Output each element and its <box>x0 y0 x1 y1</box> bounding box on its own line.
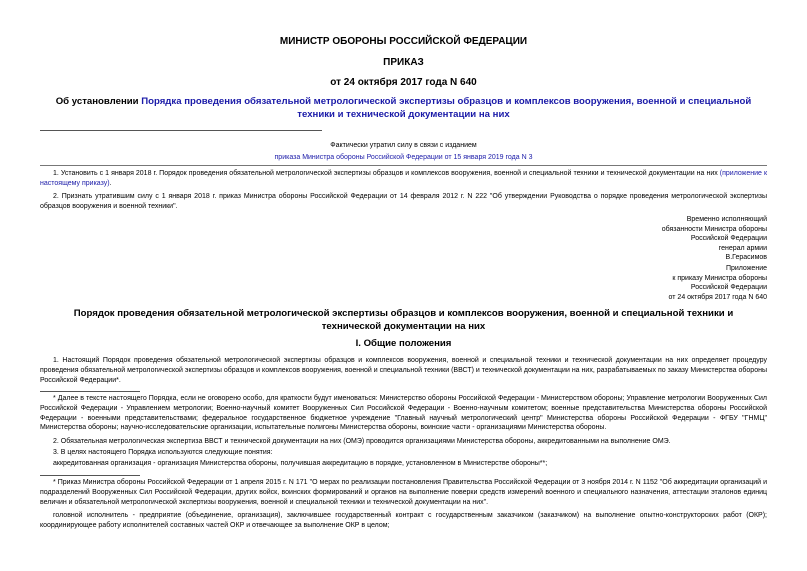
signature-line: Российской Федерации <box>690 235 767 243</box>
status-note <box>160 141 647 162</box>
order-item-2: 2. Признать утратившим силу с 1 января 2018 г. приказ Министра обороны Российской Федерации от 14 февраля 2012 г. N 222 "Об утверждении Руководства о порядке проведения метрологической экспертизы образцов вооружения и военной техники". <box>40 193 767 210</box>
chapter-heading: I. Общие положения <box>355 338 452 349</box>
ministry-heading: МИНИСТР ОБОРОНЫ РОССИЙСКОЙ ФЕДЕРАЦИИ <box>279 36 528 47</box>
title-prefix: Об установлении <box>55 96 142 107</box>
status-link[interactable]: приказа Министра обороны Российской Федерации от 15 января 2019 года N 3 <box>274 153 533 161</box>
status-line: Фактически утратил силу в связи с изданием <box>330 142 477 149</box>
footnote-2: * Приказ Министра обороны Российской Федерации от 1 апреля 2015 г. N 171 "О мерах по реализации постановления Правительства Российской Федерации от 3 ноября 2014 г. N 1152 "Об аккредитации организаций и подразделений Вооруженных Сил Российской Федерации, других войск, воинских формирований и органов на выполнение поверки средств измерений военного и специального назначения, аттестации эталонов единиц величин и обязательной метрологической экспертизы вооружения, военной и специальной техники и технической документации на них". <box>40 479 767 506</box>
order-item-1-end: . <box>109 179 112 187</box>
signature-block <box>567 215 767 263</box>
section-paragraph-3: 3. В целях настоящего Порядка используются следующие понятия: <box>53 449 273 456</box>
appendix-link[interactable]: (приложение к настоящему приказу) <box>40 170 768 187</box>
footnote-1: * Далее в тексте настоящего Порядка, если не оговорено особо, для краткости будут именоваться: Министерство обороны Российской Федерации - Министерством обороны; Управление метрологии Вооруженных Сил Российской Федерации - Управлением метрологии; Военно-научный комитет Вооруженных Сил Российской Федерации - Военно-научным комитетом; военные представительства Министерства обороны Российской Федерации - военными представительствами; федеральное государственное бюджетное учреждение "Главный научный метрологический центр" Министерства обороны Российской Федерации - ФГБУ "ГНМЦ" Министерства обороны; научно-исследовательские организации, испытательные полигоны Министерства обороны, воинские части - организациями Министерства обороны. <box>40 395 767 432</box>
signature-line: Временно исполняющий <box>686 216 767 223</box>
appendix-line: Российской Федерации <box>690 284 767 292</box>
section-paragraph-1: 1. Настоящий Порядок проведения обязательной метрологической экспертизы образцов и комплексов вооружения, военной и специальной техники и технической документации на них определяет процедуру проведения обязательной метрологической экспертизы образцов и комплексов вооружения, военной и специальной техники (ВВСТ) и технической документации на них, разрабатываемых по заказу Министерства обороны Российской Федерации*. <box>40 357 767 384</box>
appendix-line: к приказу Министра обороны <box>672 274 767 282</box>
doc-type-heading: ПРИКАЗ <box>383 57 424 68</box>
section-paragraph-2: 2. Обязательная метрологическая экспертиза ВВСТ и технической документации на них (ОМЭ) проводится организациями Министерства обороны, аккредитованными на выполнение ОМЭ. <box>53 438 671 445</box>
footnote-divider <box>40 475 140 476</box>
divider <box>40 165 767 166</box>
section-paragraph-4: аккредитованная организация - организация Министерства обороны, получившая аккредитацию в порядке, установленном в Министерстве обороны**; <box>53 460 548 467</box>
signature-name: В.Герасимов <box>725 254 767 262</box>
footnote-divider <box>40 391 140 392</box>
section-paragraph-5: головной исполнитель - предприятие (объединение, организация), заключившее государственный контракт с государственным заказчиком (заказчиком) на выполнение опытно-конструкторских работ (ОКР); координирующее работу исполнителей составных частей ОКР и отвечающее за выполнение ОКР в целом; <box>40 512 767 529</box>
order-item-1 <box>40 169 767 189</box>
divider <box>40 130 322 131</box>
doc-date-number: от 24 октября 2017 года N 640 <box>330 77 477 88</box>
section-title: Порядок проведения обязательной метрологической экспертизы образцов и комплексов вооружения, военной и специальной техники и технической документации на них <box>73 308 734 332</box>
appendix-block <box>567 264 767 302</box>
appendix-line: от 24 октября 2017 года N 640 <box>668 293 767 301</box>
title-link[interactable]: Порядка проведения обязательной метрологической экспертизы образцов и комплексов вооружения, военной и специальной техники и технической документации на них <box>141 96 752 120</box>
order-item-1-text: 1. Установить с 1 января 2018 г. Порядок проведения обязательной метрологической экспертизы образцов и комплексов вооружения, военной и специальной техники и технической документации на них <box>53 170 720 177</box>
signature-line: генерал армии <box>718 244 767 252</box>
appendix-line: Приложение <box>725 265 767 272</box>
signature-line: обязанности Министра обороны <box>661 225 767 233</box>
document-title <box>40 95 767 121</box>
